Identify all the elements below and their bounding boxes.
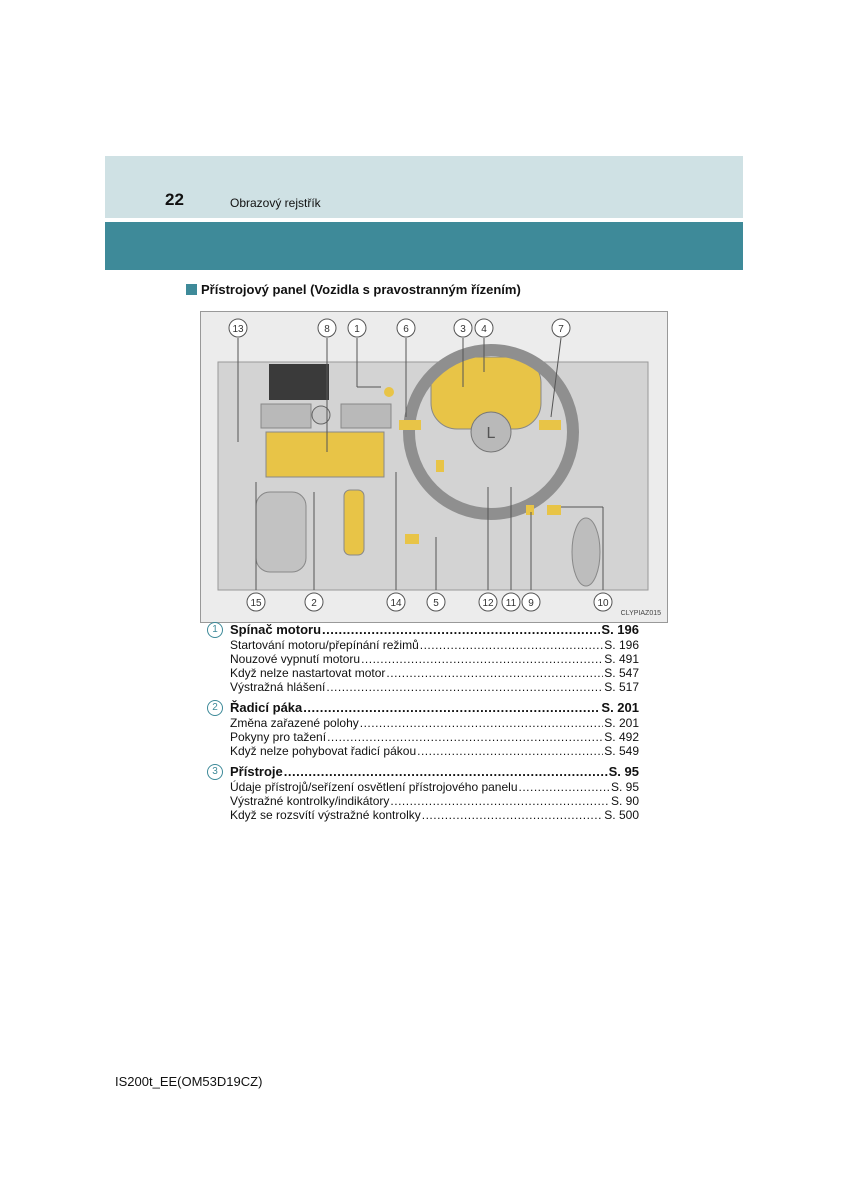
section-marker-icon (186, 284, 197, 295)
sub-label: Výstražné kontrolky/indikátory (230, 794, 390, 808)
entry-number-badge: 1 (207, 622, 223, 638)
right-lever (539, 420, 561, 430)
right-vent (341, 404, 391, 428)
header-accent-bar (105, 222, 743, 270)
leader-dots (417, 744, 603, 758)
index-entry-1 (207, 622, 639, 694)
sub-label: Výstražná hlášení (230, 680, 326, 694)
left-seat (256, 492, 306, 572)
header-band (105, 156, 743, 218)
leader-dots (519, 780, 610, 794)
sub-page: S. 491 (604, 652, 639, 666)
entry-sub-row[interactable] (230, 638, 639, 652)
leader-dots (322, 622, 600, 638)
tilt-lever (526, 505, 534, 515)
callout-1: 1 (354, 324, 360, 335)
callout-2: 2 (311, 598, 317, 609)
entry-sub-row[interactable] (230, 744, 639, 758)
wheel-button (436, 460, 444, 472)
entry-title: Přístroje (230, 764, 283, 779)
center-console-controls (266, 432, 384, 477)
sub-page: S. 90 (610, 794, 639, 808)
dashboard-drawing (201, 312, 667, 622)
leader-dots (303, 700, 600, 716)
entry-sub-row[interactable] (230, 780, 639, 794)
door-switch (547, 505, 561, 515)
callout-15: 15 (250, 598, 262, 609)
entry-sub-row[interactable] (230, 716, 639, 730)
leader-dots (284, 764, 608, 780)
lexus-logo-icon: L (486, 425, 496, 442)
left-vent (261, 404, 311, 428)
entry-main-row[interactable] (230, 700, 639, 716)
leader-dots (326, 680, 603, 694)
entry-main-row[interactable] (230, 622, 639, 638)
sub-page: S. 95 (610, 780, 639, 794)
entry-title: Řadicí páka (230, 700, 303, 715)
callout-badges-top (229, 319, 570, 337)
entry-title: Spínač motoru (230, 622, 322, 637)
index-entry-3 (207, 764, 639, 822)
entry-page: S. 95 (608, 764, 639, 779)
door-speaker (572, 518, 600, 586)
sub-label: Pokyny pro tažení (230, 730, 327, 744)
callout-5: 5 (433, 598, 439, 609)
callout-8: 8 (324, 324, 330, 335)
callout-13: 13 (232, 324, 244, 335)
dashboard-illustration (200, 311, 668, 623)
leader-dots (361, 652, 603, 666)
sub-page: S. 517 (604, 680, 639, 694)
sub-label: Když se rozsvítí výstražné kontrolky (230, 808, 421, 822)
sub-label: Když nelze pohybovat řadicí pákou (230, 744, 417, 758)
sub-label: Změna zařazené polohy (230, 716, 359, 730)
section-heading-text: Přístrojový panel (Vozidla s pravostranným řízením) (201, 282, 521, 297)
leader-dots (327, 730, 603, 744)
entry-number-badge: 3 (207, 764, 223, 780)
entry-page: S. 196 (601, 622, 639, 637)
sub-page: S. 492 (604, 730, 639, 744)
sub-page: S. 201 (604, 716, 639, 730)
callout-3: 3 (460, 324, 466, 335)
entry-sub-row[interactable] (230, 794, 639, 808)
sub-label: Údaje přístrojů/seřízení osvětlení přístrojového panelu (230, 780, 518, 794)
callout-12: 12 (482, 598, 494, 609)
callout-14: 14 (390, 598, 402, 609)
callout-6: 6 (403, 324, 409, 335)
entry-page: S. 201 (601, 700, 639, 715)
sub-page: S. 196 (604, 638, 639, 652)
index-entry-2 (207, 700, 639, 758)
sub-page: S. 500 (604, 808, 639, 822)
entry-main-row[interactable] (230, 764, 639, 780)
running-title: Obrazový rejstřík (230, 196, 321, 210)
entry-sub-row[interactable] (230, 680, 639, 694)
callout-4: 4 (481, 324, 487, 335)
callout-11: 11 (505, 598, 517, 609)
section-heading (186, 282, 521, 297)
engine-switch (384, 387, 394, 397)
footer-model-code: IS200t_EE(OM53D19CZ) (115, 1074, 263, 1089)
entry-sub-row[interactable] (230, 666, 639, 680)
callout-badges-bottom (247, 593, 612, 611)
callout-10: 10 (597, 598, 609, 609)
sub-label: Když nelze nastartovat motor (230, 666, 386, 680)
image-code: CLYPIAZ015 (620, 610, 661, 617)
sub-page: S. 549 (604, 744, 639, 758)
entry-number-badge: 2 (207, 700, 223, 716)
shift-lever (344, 490, 364, 555)
entry-sub-row[interactable] (230, 652, 639, 666)
entry-sub-row[interactable] (230, 730, 639, 744)
sub-label: Nouzové vypnutí motoru (230, 652, 361, 666)
sub-page: S. 547 (604, 666, 639, 680)
leader-dots (386, 666, 603, 680)
callout-7: 7 (558, 324, 564, 335)
entry-sub-row[interactable] (230, 808, 639, 822)
page-number: 22 (165, 190, 184, 209)
callout-9: 9 (528, 598, 534, 609)
leader-dots (422, 808, 604, 822)
leader-dots (390, 794, 610, 808)
left-lever (399, 420, 421, 430)
index-list (207, 622, 639, 828)
leader-dots (360, 716, 604, 730)
leader-dots (420, 638, 604, 652)
display-screen (269, 364, 329, 400)
hood-release (405, 534, 419, 544)
sub-label: Startování motoru/přepínání režimů (230, 638, 419, 652)
